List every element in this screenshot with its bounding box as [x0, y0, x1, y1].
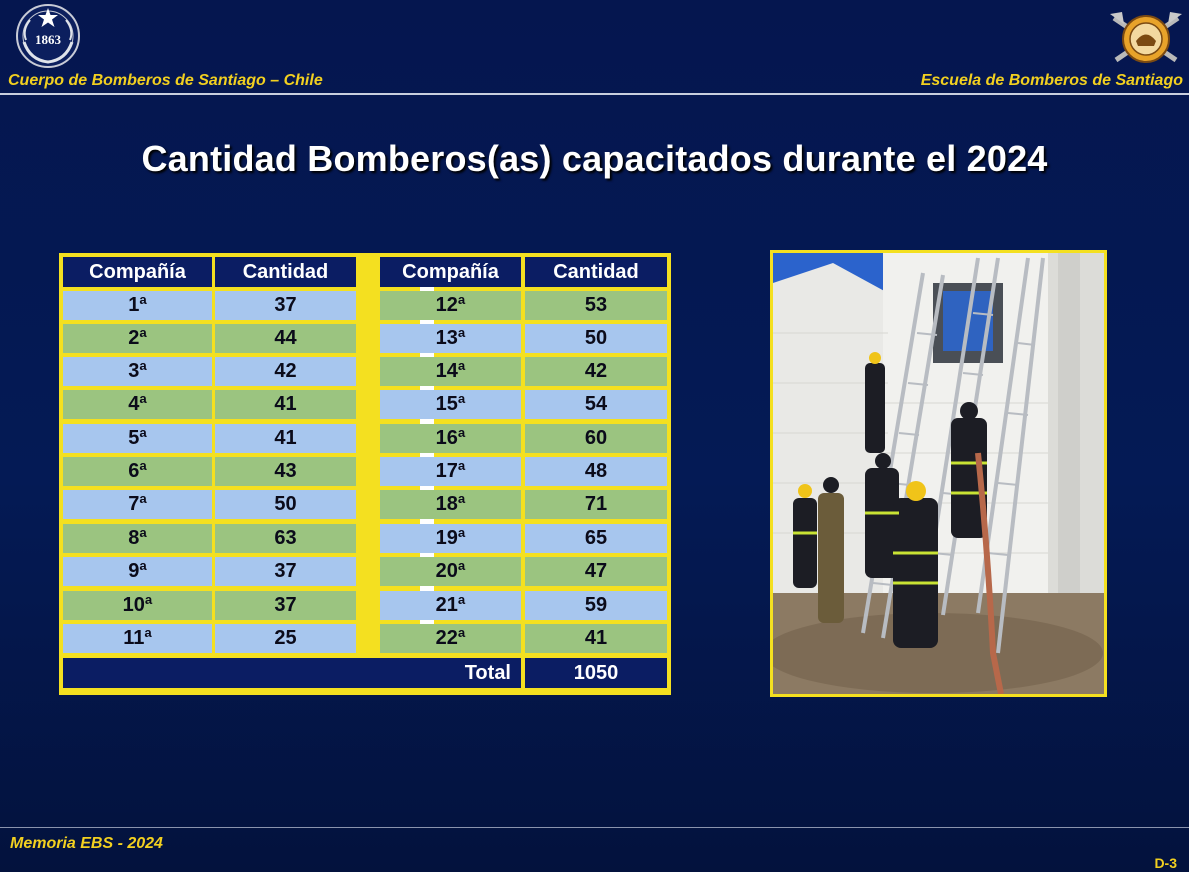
table-cell-company: 14ª — [380, 357, 521, 386]
table-cell-company: 20ª — [380, 557, 521, 586]
page-title: Cantidad Bomberos(as) capacitados durante el 2024 — [141, 138, 1048, 179]
header-school: Escuela de Bomberos de Santiago — [920, 72, 1183, 89]
table-cell-company: 1ª — [63, 291, 212, 320]
table-cell-amount: 41 — [215, 390, 356, 419]
table-cell-company: 7ª — [63, 490, 212, 519]
table-cell-amount: 25 — [215, 624, 356, 653]
table-cell-amount: 41 — [215, 424, 356, 453]
column-header-amount: Cantidad — [215, 257, 356, 287]
column-header-company: Compañía — [63, 257, 212, 287]
table-cell-company: 2ª — [63, 324, 212, 353]
total-value: 1050 — [525, 658, 667, 688]
table-cell-company: 6ª — [63, 457, 212, 486]
firefighters-training-photo — [770, 250, 1107, 697]
table-cell-company: 18ª — [380, 490, 521, 519]
training-scene-illustration — [773, 253, 1104, 694]
header-organization: Cuerpo de Bomberos de Santiago – Chile — [8, 72, 323, 89]
table-cell-amount: 63 — [215, 524, 356, 553]
table-cell-amount: 42 — [525, 357, 667, 386]
table-cell-amount: 37 — [215, 557, 356, 586]
table-cell-company: 4ª — [63, 390, 212, 419]
fire-school-emblem-icon — [1108, 8, 1184, 70]
table-cell-amount: 48 — [525, 457, 667, 486]
table-cell-amount: 59 — [525, 591, 667, 620]
table-cell-amount: 50 — [215, 490, 356, 519]
table-cell-company: 9ª — [63, 557, 212, 586]
table-cell-company: 19ª — [380, 524, 521, 553]
table-cell-company: 5ª — [63, 424, 212, 453]
table-cell-amount: 50 — [525, 324, 667, 353]
table-cell-amount: 43 — [215, 457, 356, 486]
table-cell-company: 10ª — [63, 591, 212, 620]
table-cell-amount: 53 — [525, 291, 667, 320]
page-number: D-3 — [1154, 855, 1177, 871]
table-cell-company: 22ª — [380, 624, 521, 653]
table-cell-amount: 47 — [525, 557, 667, 586]
table-cell-company: 8ª — [63, 524, 212, 553]
table-cell-amount: 42 — [215, 357, 356, 386]
table-cell-amount: 71 — [525, 490, 667, 519]
table-cell-company: 15ª — [380, 390, 521, 419]
fire-department-seal-icon — [10, 2, 86, 70]
table-cell-company: 11ª — [63, 624, 212, 653]
header-divider — [0, 93, 1189, 95]
column-header-amount: Cantidad — [525, 257, 667, 287]
table-cell-company: 21ª — [380, 591, 521, 620]
column-header-company: Compañía — [380, 257, 521, 287]
table-cell-company: 16ª — [380, 424, 521, 453]
table-cell-amount: 37 — [215, 291, 356, 320]
table-cell-company: 12ª — [380, 291, 521, 320]
table-cell-company: 13ª — [380, 324, 521, 353]
table-cell-amount: 37 — [215, 591, 356, 620]
table-cell-amount: 44 — [215, 324, 356, 353]
table-cell-amount: 65 — [525, 524, 667, 553]
trained-firefighters-table — [59, 253, 671, 695]
logo-year: 1863 — [35, 32, 61, 47]
table-cell-company: 17ª — [380, 457, 521, 486]
table-cell-amount: 54 — [525, 390, 667, 419]
total-label: Total — [63, 658, 521, 688]
table-cell-amount: 60 — [525, 424, 667, 453]
table-cell-company: 3ª — [63, 357, 212, 386]
table-cell-amount: 41 — [525, 624, 667, 653]
footer-report-title: Memoria EBS - 2024 — [10, 835, 163, 852]
footer-divider — [0, 827, 1189, 828]
